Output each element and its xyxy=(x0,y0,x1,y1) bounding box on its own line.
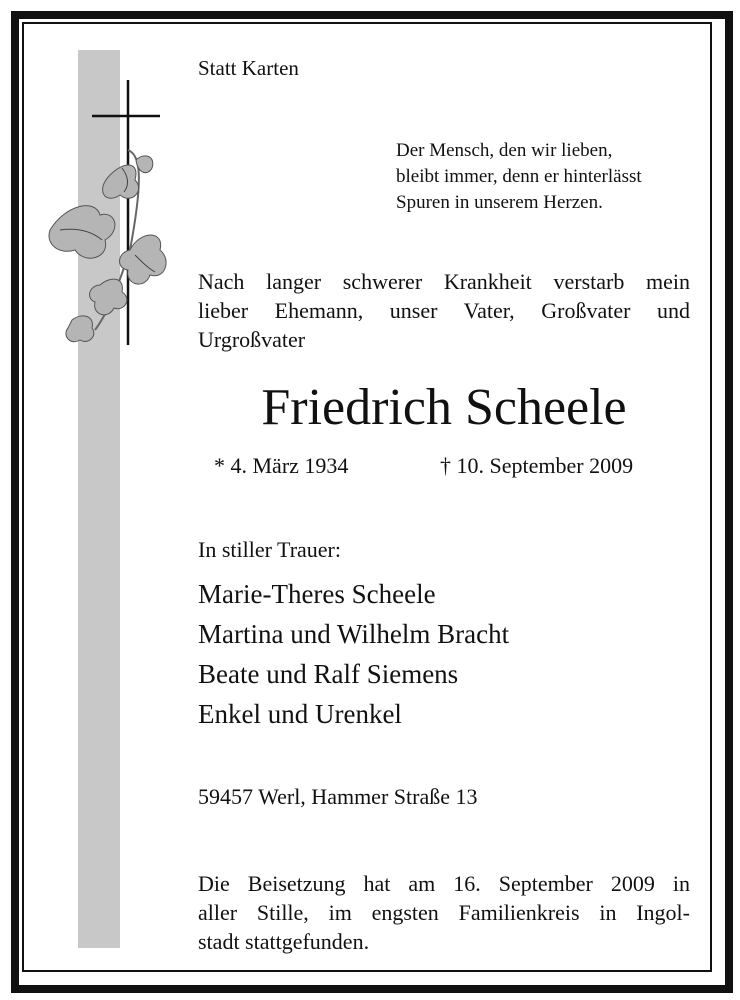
mourner-name: Marie-Theres Scheele xyxy=(198,579,436,609)
mourner-name: Enkel und Urenkel xyxy=(198,699,402,729)
ivy-leaves-icon xyxy=(49,150,166,342)
quote-line: Spuren in unserem Herzen. xyxy=(396,192,603,213)
cross-ivy-decoration xyxy=(40,80,170,350)
birth-date: * 4. März 1934 xyxy=(214,453,349,478)
deceased-name: Friedrich Scheele xyxy=(261,379,627,436)
mourner-name: Beate und Ralf Siemens xyxy=(198,659,459,689)
burial-notice xyxy=(198,869,690,956)
burial-line: stadt stattgefunden. xyxy=(198,929,370,954)
quote-block xyxy=(396,138,642,216)
mourners-list xyxy=(198,574,509,734)
burial-line: Die Beisetzung hat am 16. September 2009 in xyxy=(198,871,690,896)
announcement-line: Nach langer schwerer Krankheit verstarb mein xyxy=(198,269,690,294)
announcement-text xyxy=(198,267,690,354)
announcement-line: Urgroßvater xyxy=(198,327,306,352)
death-date: † 10. September 2009 xyxy=(440,453,634,478)
statt-karten-label: Statt Karten xyxy=(198,56,299,80)
mourner-name: Martina und Wilhelm Bracht xyxy=(198,619,510,649)
mourning-heading: In stiller Trauer: xyxy=(198,537,341,562)
quote-line: bleibt immer, denn er hinterlässt xyxy=(396,166,642,187)
announcement-line: lieber Ehemann, unser Vater, Großvater und xyxy=(198,298,690,323)
burial-line: aller Stille, im engsten Familienkreis in Ingol- xyxy=(198,900,690,925)
quote-line: Der Mensch, den wir lieben, xyxy=(396,140,613,161)
address: 59457 Werl, Hammer Straße 13 xyxy=(198,784,478,809)
